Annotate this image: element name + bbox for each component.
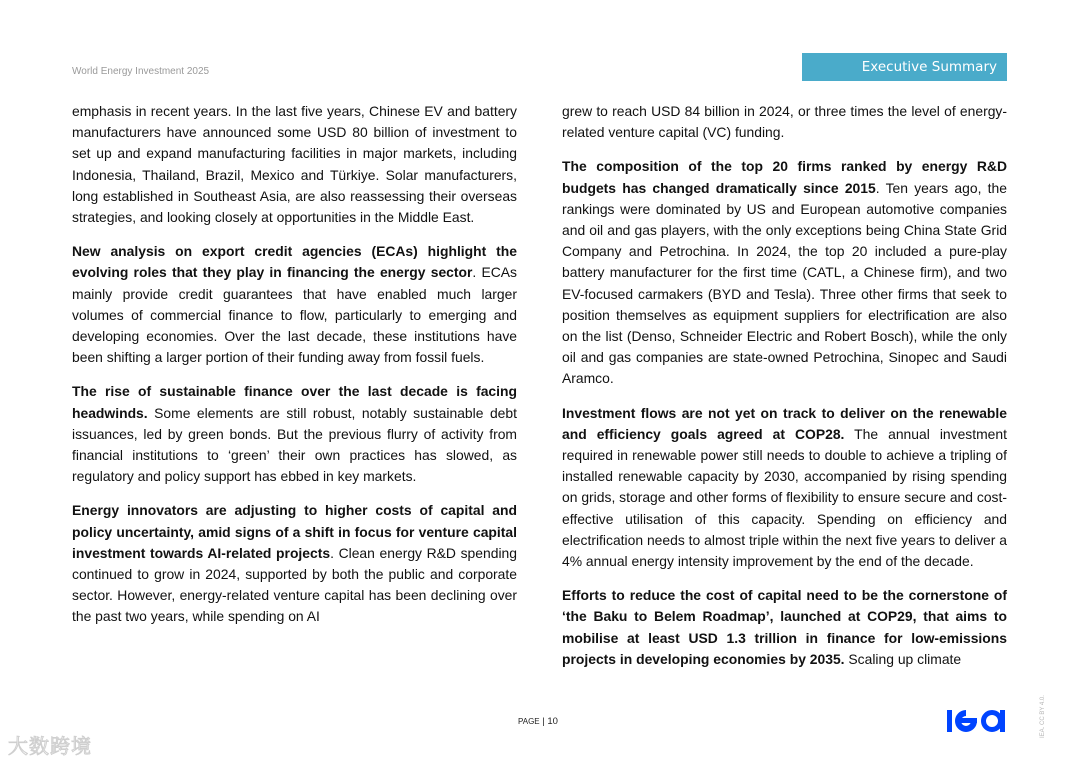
paragraph-body: grew to reach USD 84 billion in 2024, or three times the level of energy-related venture capital (VC) funding. (562, 103, 1007, 141)
paragraph-body: Scaling up climate (844, 650, 962, 667)
paragraph-lead: Energy innovators are adjusting to higher costs of capital and policy uncertainty, amid signs of a shift in focus for venture capital investment towards AI-related projects (72, 502, 517, 561)
paragraph-body: . Clean energy R&D spending continued to grow in 2024, supported by both the public and corporate sector. However, energy-related venture capital has been declining over the past two years, while spending on AI (72, 544, 517, 625)
paragraph-lead: The composition of the top 20 firms ranked by energy R&D budgets has changed dramatically since 2015 (562, 158, 1007, 196)
license-text: IEA. CC BY 4.0. (1040, 695, 1046, 738)
right-column (562, 101, 1007, 683)
paragraph (72, 241, 517, 368)
page-label: PAGE (518, 717, 540, 726)
paragraph (72, 101, 517, 228)
paragraph-lead: Efforts to reduce the cost of capital need to be the cornerstone of ‘the Baku to Belem Roadmap’, launched at COP29, that aims to mobilise at least USD 1.3 trillion in finance for low-emissions projects in developing economies by 2035. (562, 587, 1007, 667)
paragraph-body: . Ten years ago, the rankings were dominated by US and European automotive companies and oil and gas players, with the only exceptions being China State Grid Company and Petrochina. In 2024, the top 20 included a pure-play battery manufacturer for the first time (CATL, a Chinese firm), and two EV-focused carmakers (BYD and Tesla). Three other firms that seek to position themselves as equipment suppliers for electrification are also on the list (Denso, Schneider Electric and Robert Bosch), while the only oil and gas companies are state-owned Petrochina, Sinopec and Saudi Aramco. (562, 179, 1007, 387)
paragraph-lead: New analysis on export credit agencies (ECAs) highlight the evolving roles that they play in financing the energy sector (72, 243, 517, 281)
page-number-value: 10 (547, 716, 558, 727)
paragraph (562, 101, 1007, 143)
paragraph-lead: The rise of sustainable finance over the last decade is facing headwinds. (72, 383, 517, 421)
paragraph-body: The annual investment required in renewable power still needs to double to achieve a tripling of installed renewable capacity by 2030, accompanied by rising spending on grids, storage and other forms of flexibility to ensure secure and cost-effective utilisation of this capacity. Spending on efficiency and electrification needs to almost triple within the next five years to deliver a 4% annual energy intensity improvement by the end of the decade. (562, 425, 1007, 570)
paragraph (562, 156, 1007, 389)
paragraph (72, 381, 517, 487)
paragraph (72, 500, 517, 627)
page-number (518, 716, 558, 727)
page-separator: | (539, 716, 548, 727)
paragraph-body: . ECAs mainly provide credit guarantees that have enabled much larger volumes of commercial finance to flow, particularly to emerging and developing economies. Over the last decade, these institutions have been shifting a larger portion of their funding away from fossil fuels. (72, 264, 517, 366)
paragraph-body: emphasis in recent years. In the last five years, Chinese EV and battery manufacturers have announced some USD 80 billion of investment to set up and expand manufacturing facilities in major markets, including Indonesia, Thailand, Brazil, Mexico and Türkiye. Solar manufacturers, long established in Southeast Asia, are also reassessing their overseas strategies, and looking closely at opportunities in the Middle East. (72, 103, 517, 226)
paragraph (562, 403, 1007, 573)
report-title: World Energy Investment 2025 (72, 66, 210, 77)
paragraph-body: Some elements are still robust, notably sustainable debt issuances, led by green bonds. But the previous flurry of activity from financial institutions to ‘green’ their own practices has slowed, as regulatory and policy support has ebbed in key markets. (72, 404, 517, 485)
section-tab: Executive Summary (802, 53, 1007, 81)
left-column (72, 101, 517, 641)
iea-logo-icon (946, 704, 1008, 734)
paragraph-lead: Investment flows are not yet on track to deliver on the renewable and efficiency goals agreed at COP28. (562, 404, 1007, 442)
watermark: 大数跨境 (8, 734, 92, 758)
paragraph (562, 585, 1007, 670)
